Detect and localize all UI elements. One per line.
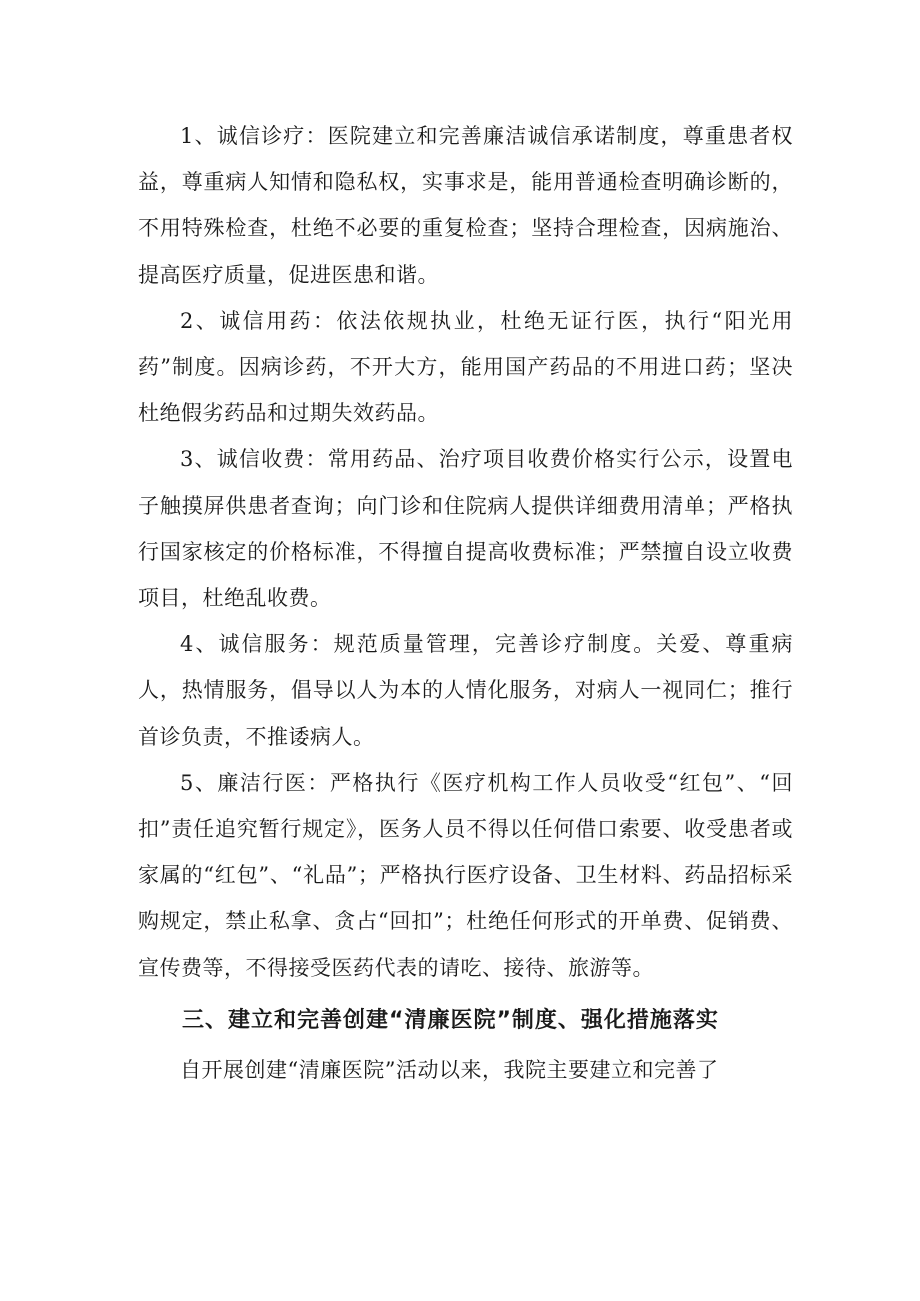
paragraph-honest-charging: 3、诚信收费：常用药品、治疗项目收费价格实行公示，设置电子触摸屏供患者查询；向门诊和住院病人提供详细费用清单；严格执行国家核定的价格标准，不得擅自提高收费标准；严禁擅自设立收费项目，杜绝乱收费。 (138, 447, 793, 611)
paragraph-honest-diagnosis: 1、诚信诊疗：医院建立和完善廉洁诚信承诺制度，尊重患者权益，尊重病人知情和隐私权，实事求是，能用普通检查明确诊断的，不用特殊检查，杜绝不必要的重复检查；坚持合理检查，因病施治、提高医疗质量，促进医患和谐。 (138, 124, 793, 287)
document-page (138, 113, 793, 1093)
paragraph-intro-continued: 自开展创建“清廉医院”活动以来，我院主要建立和完善了 (180, 1057, 719, 1082)
section-heading: 三、建立和完善创建“清廉医院”制度、强化措施落实 (182, 1007, 719, 1033)
paragraph-honest-medication: 2、诚信用药：依法依规执业，杜绝无证行医，执行“阳光用药”制度。因病诊药，不开大方，能用国产药品的不用进口药；坚决杜绝假劣药品和过期失效药品。 (138, 308, 793, 426)
paragraph-honest-service: 4、诚信服务：规范质量管理，完善诊疗制度。关爱、尊重病人，热情服务，倡导以人为本的人情化服务，对病人一视同仁；推行首诊负责，不推诿病人。 (138, 632, 793, 749)
paragraph-clean-practice: 5、廉洁行医：严格执行《医疗机构工作人员收受“红包”、“回扣”责任追究暂行规定》，医务人员不得以任何借口索要、收受患者或家属的“红包”、“礼品”；严格执行医疗设备、卫生材料、药品招标采购规定，禁止私拿、贪占“回扣”；杜绝任何形式的开单费、促销费、宣传费等，不得接受医药代表的请吃、接待、旅游等。 (138, 770, 793, 980)
